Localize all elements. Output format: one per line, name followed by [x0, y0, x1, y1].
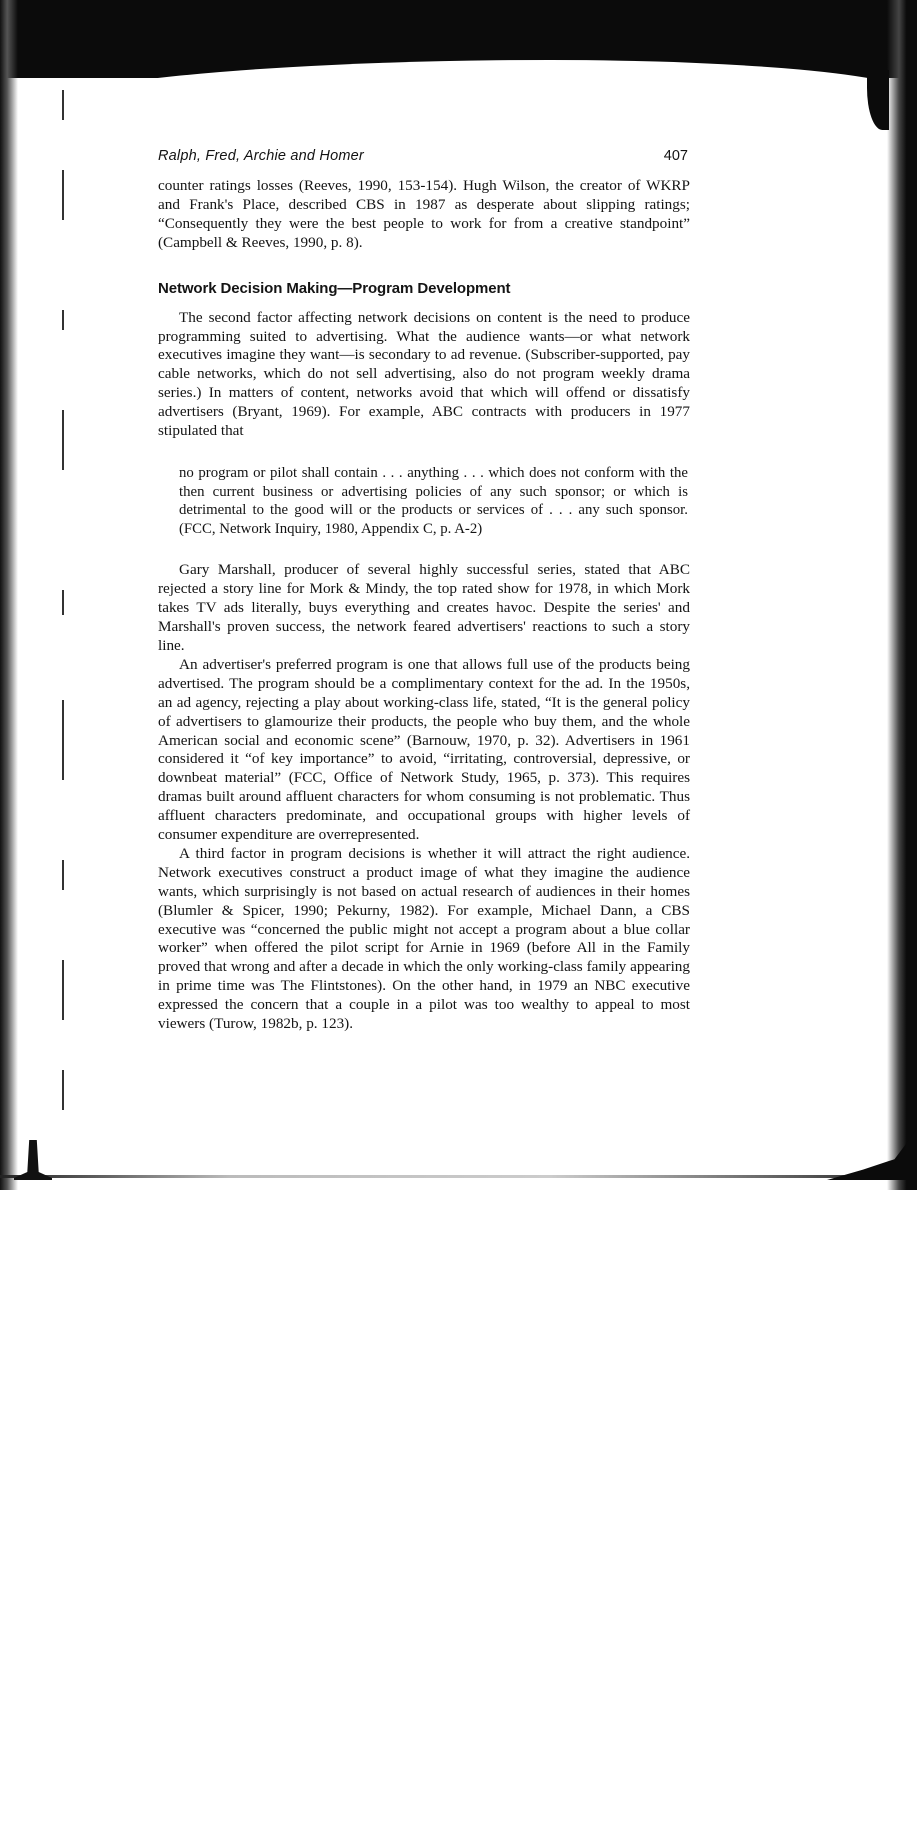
- paragraph-continued: counter ratings losses (Reeves, 1990, 153-154). Hugh Wilson, the creator of WKRP and Frank's Place, described CBS in 1987 as desperate about slipping ratings; “Consequently they were the best people to work for from a creative standpoint” (Campbell & Reeves, 1990, p. 8).: [158, 177, 690, 251]
- scan-left-shadow: [0, 0, 18, 1190]
- running-head: [158, 148, 690, 164]
- block-quote-text: no program or pilot shall contain . . . anything . . . which does not conform with the then current business or advertising policies of any such sponsor; or which is detrimental to the good will or the products or services of . . . any such sponsor. (FCC, Network Inquiry, 1980, Appendix C, p. A-2): [179, 464, 688, 537]
- page-number: 407: [663, 148, 688, 164]
- book-page: [158, 148, 690, 1034]
- block-quote: [179, 464, 688, 538]
- scan-right-shadow: [887, 0, 917, 1190]
- scan-left-marks: [62, 80, 68, 1080]
- scan-bottom-edge: [0, 1175, 917, 1178]
- running-head-title: Ralph, Fred, Archie and Homer: [158, 148, 364, 164]
- section-heading: Network Decision Making—Program Development: [158, 279, 511, 297]
- paragraph-advertiser: An advertiser's preferred program is one that allows full use of the products being advertised. The program should be a complimentary context for the ad. In the 1950s, an ad agency, rejecting a play about working-class life, stated, “It is the general policy of advertisers to glamourize their products, the people who buy them, and the whole American social and economic scene” (Barnouw, 1970, p. 32). Advertisers in 1961 considered it “of key importance” to avoid, “irritating, controversial, depressive, or downbeat material” (FCC, Office of Network Study, 1965, p. 373). This requires dramas built around affluent characters for whom consuming is not problematic. Thus affluent characters predominate, and occupational groups with higher levels of consumer expenditure are overrepresented.: [158, 655, 690, 844]
- paragraph-second-factor: The second factor affecting network decisions on content is the need to produce programming suited to advertising. What the audience wants—or what network executives imagine they want—is secondary to ad revenue. (Subscriber-supported, pay cable networks, which do not sell advertising, also do not program weekly drama series.) In matters of content, networks avoid that which will offend or dissatisfy advertisers (Bryant, 1969). For example, ABC contracts with producers in 1977 stipulated that: [158, 308, 690, 440]
- paragraph-marshall: Gary Marshall, producer of several highly successful series, stated that ABC rejected a story line for Mork & Mindy, the top rated show for 1978, in which Mork takes TV ads literally, buys everything and creates havoc. Despite the series' and Marshall's proven success, the network feared advertisers' reactions to such a story line.: [158, 561, 690, 654]
- scan-bottom-left-blot: [14, 1140, 52, 1180]
- paragraph-third-factor: A third factor in program decisions is whether it will attract the right audience. Network executives construct a product image of what they imagine the audience wants, which surprisingly is not based on actual research of audiences in their homes (Blumler & Spicer, 1990; Pekurny, 1982). For example, Michael Dann, a CBS executive was “concerned the public might not accept a program about a blue collar worker” when offered the pilot script for Arnie in 1969 (before All in the Family proved that wrong and after a decade in which the only working-class family appearing in prime time was The Flintstones). On the other hand, in 1979 an NBC executive expressed the concern that a couple in a pilot was too wealthy to appeal to most viewers (Turow, 1982b, p. 123).: [158, 844, 690, 1033]
- scan-right-notch: [867, 70, 889, 130]
